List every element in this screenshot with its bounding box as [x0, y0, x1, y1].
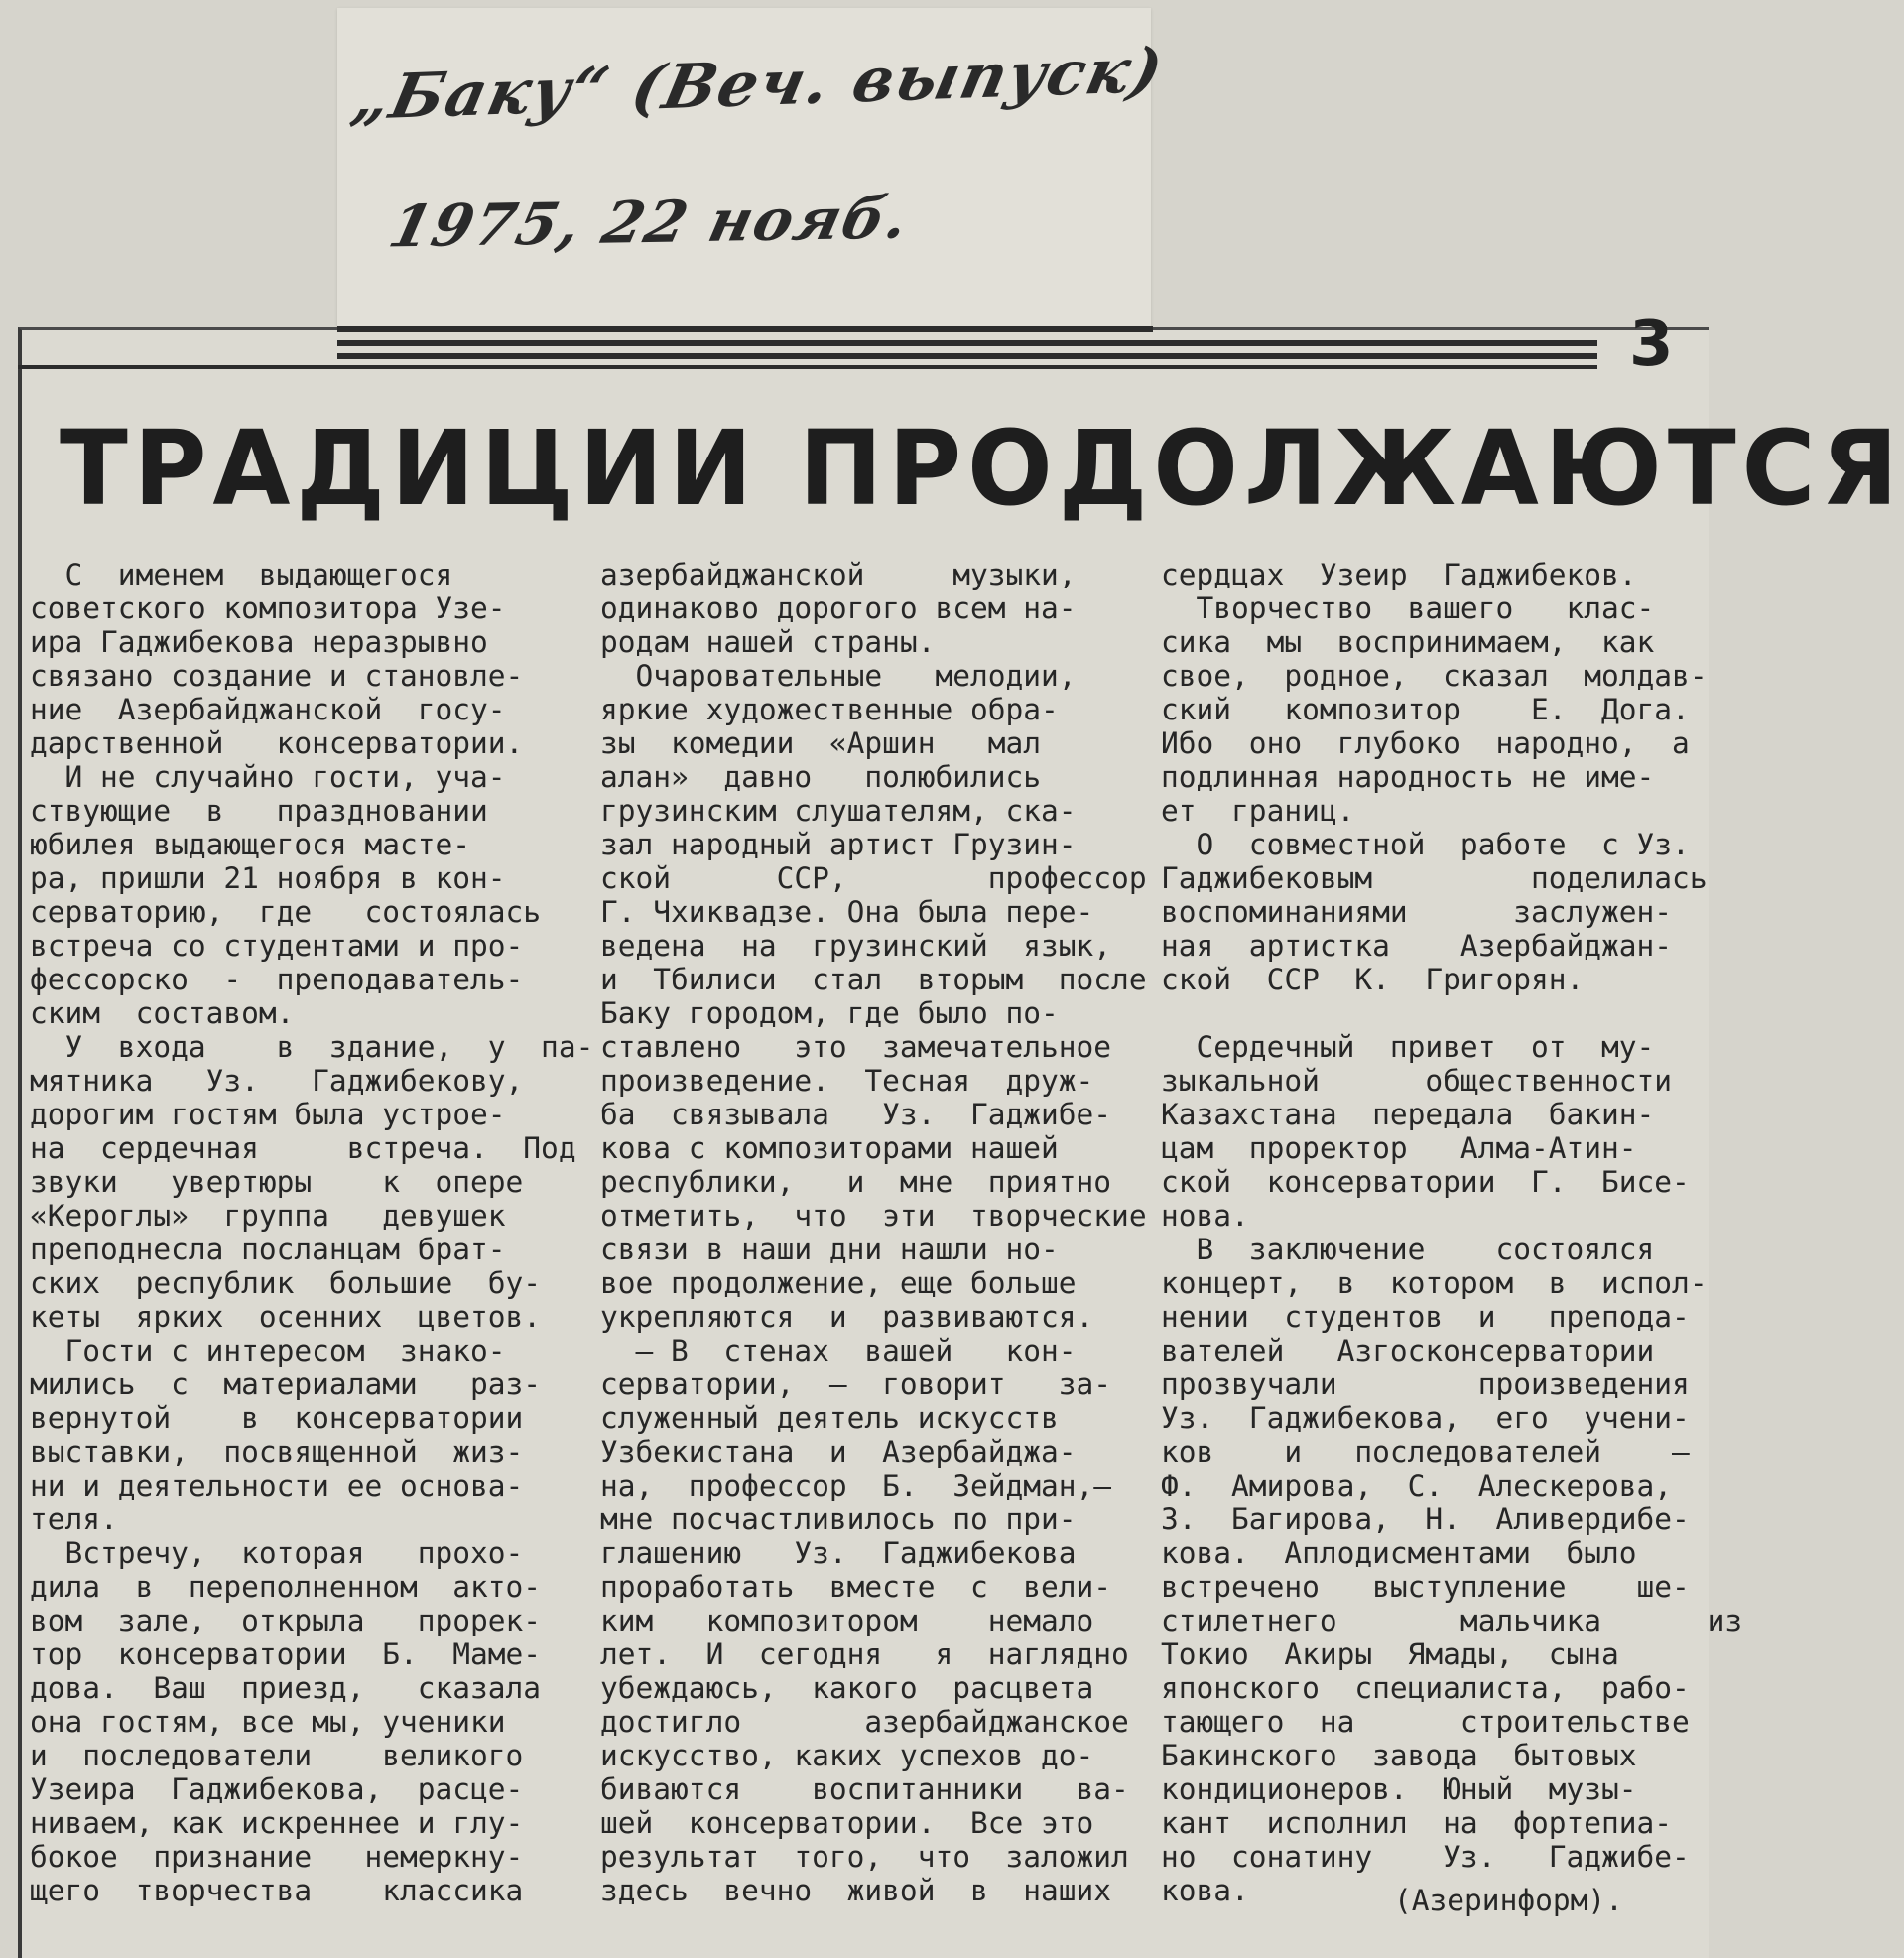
article-line: ниваем, как искреннее и глу- — [30, 1806, 524, 1840]
article-line: японского специалиста, рабо- — [1161, 1671, 1690, 1705]
header-rule — [337, 340, 1597, 346]
article-line: прозвучали произведения — [1161, 1368, 1690, 1401]
article-line: Встречу, которая прохо- — [30, 1536, 524, 1570]
article-line: ских республик большие бу- — [30, 1266, 542, 1300]
article-line: преподнесла посланцам брат- — [30, 1233, 506, 1266]
article-line: яркие художественные обра- — [600, 693, 1059, 726]
article-line: зал народный артист Грузин- — [600, 828, 1077, 861]
article-line: ской ССР, профессор — [600, 861, 1147, 895]
header-rule — [18, 365, 1597, 369]
article-column-1 — [30, 558, 594, 1907]
article-line: связи в наши дни нашли но- — [600, 1233, 1059, 1266]
article-line: Узеира Гаджибекова, расце- — [30, 1772, 524, 1806]
article-line: — В стенах вашей кон- — [600, 1334, 1077, 1368]
handwritten-source-line: „Баку“ (Веч. выпуск) — [345, 33, 1171, 135]
article-line: Г. Чхиквадзе. Она была пере- — [600, 895, 1094, 929]
header-rule — [337, 326, 1153, 332]
article-line: грузинским слушателям, ска- — [600, 794, 1077, 828]
article-line: результат того, что заложил — [600, 1840, 1129, 1874]
article-line: ской консерватории Г. Бисе- — [1161, 1165, 1690, 1199]
article-line: глашению Уз. Гаджибекова — [600, 1536, 1077, 1570]
article-line: кеты ярких осенних цветов. — [30, 1300, 542, 1334]
article-line: выставки, посвященной жиз- — [30, 1435, 524, 1469]
article-line: вернутой в консерватории — [30, 1401, 524, 1435]
article-line: на, профессор Б. Зейдман,— — [600, 1469, 1112, 1502]
article-line: Казахстана передала бакин- — [1161, 1098, 1655, 1131]
article-line: ет границ. — [1161, 794, 1355, 828]
article-line: кова с композиторами нашей — [600, 1131, 1059, 1165]
article-line: Баку городом, где было по- — [600, 996, 1059, 1030]
article-line: подлинная народность не име- — [1161, 760, 1655, 794]
article-line: нении студентов и препода- — [1161, 1300, 1690, 1334]
article-line: дова. Ваш приезд, сказала — [30, 1671, 542, 1705]
article-line: служенный деятель искусств — [600, 1401, 1059, 1435]
article-line: ни и деятельности ее основа- — [30, 1469, 524, 1502]
article-line: «Кероглы» группа девушек — [30, 1199, 506, 1233]
article-line: тор консерватории Б. Маме- — [30, 1637, 542, 1671]
article-line — [1161, 996, 1697, 1030]
article-line: но сонатину Уз. Гаджибе- — [1161, 1840, 1690, 1874]
article-line: шей консерватории. Все это — [600, 1806, 1094, 1840]
article-line: концерт, в котором в испол- — [1161, 1266, 1708, 1300]
header-rule — [337, 353, 1597, 359]
article-line: зыкальной общественности — [1161, 1064, 1673, 1098]
article-line: Узбекистана и Азербайджа- — [600, 1435, 1077, 1469]
page-number: 3 — [1629, 308, 1674, 381]
article-line: ведена на грузинский язык, — [600, 929, 1112, 963]
article-line: азербайджанской музыки, — [600, 558, 1077, 591]
handwritten-date-line: 1975, 22 нояб. — [383, 184, 917, 261]
article-line: ской ССР К. Григорян. — [1161, 963, 1585, 996]
article-line: советского композитора Узе- — [30, 591, 506, 625]
article-line: лет. И сегодня я наглядно — [600, 1637, 1129, 1671]
article-line: С именем выдающегося — [30, 558, 453, 591]
article-credit: (Азеринформ). — [1394, 1884, 1623, 1917]
article-line: укрепляются и развиваются. — [600, 1300, 1094, 1334]
article-line: дарственной консерватории. — [30, 726, 524, 760]
article-line: ским составом. — [30, 996, 295, 1030]
article-line: ствующие в праздновании — [30, 794, 488, 828]
article-line: ира Гаджибекова неразрывно — [30, 625, 488, 659]
article-line: серватории, — говорит за- — [600, 1368, 1112, 1401]
article-line: кова. — [1161, 1874, 1249, 1907]
article-line: Гаджибековым поделилась — [1161, 861, 1708, 895]
article-line: вое продолжение, еще больше — [600, 1266, 1077, 1300]
article-line: достигло азербайджанское — [600, 1705, 1129, 1739]
article-line: кант исполнил на фортепиа- — [1161, 1806, 1673, 1840]
article-line: В заключение состоялся — [1161, 1233, 1655, 1266]
article-line: дила в переполненном акто- — [30, 1570, 542, 1604]
headline: ТРАДИЦИИ ПРОДОЛЖАЮТСЯ — [60, 408, 1904, 529]
article-line: Творчество вашего клас- — [1161, 591, 1655, 625]
article-line: стилетнего мальчика из — [1161, 1604, 1743, 1637]
article-line: родам нашей страны. — [600, 625, 936, 659]
article-line: встреча со студентами и про- — [30, 929, 524, 963]
article-line: нова. — [1161, 1199, 1249, 1233]
article-line: ставлено это замечательное — [600, 1030, 1112, 1064]
article-line: ба связывала Уз. Гаджибе- — [600, 1098, 1112, 1131]
article-column-3 — [1161, 558, 1743, 1907]
article-line: здесь вечно живой в наших — [600, 1874, 1112, 1907]
article-line: сердцах Узеир Гаджибеков. — [1161, 558, 1637, 591]
article-line: вателей Азгосконсерватории — [1161, 1334, 1655, 1368]
article-line: республики, и мне приятно — [600, 1165, 1112, 1199]
article-line: О совместной работе с Уз. — [1161, 828, 1690, 861]
article-line: мне посчастливилось по при- — [600, 1502, 1077, 1536]
article-line: Токио Акиры Ямады, сына — [1161, 1637, 1619, 1671]
article-line: мятника Уз. Гаджибекову, — [30, 1064, 524, 1098]
article-line: У входа в здание, у па- — [30, 1030, 594, 1064]
article-line: Ибо оно глубоко народно, а — [1161, 726, 1690, 760]
article-line: Уз. Гаджибекова, его учени- — [1161, 1401, 1690, 1435]
article-line: ра, пришли 21 ноября в кон- — [30, 861, 506, 895]
article-line: проработать вместе с вели- — [600, 1570, 1112, 1604]
article-line: мились с материалами раз- — [30, 1368, 542, 1401]
article-line: ким композитором немало — [600, 1604, 1094, 1637]
article-line: цам проректор Алма-Атин- — [1161, 1131, 1637, 1165]
article-line: теля. — [30, 1502, 118, 1536]
article-line: вом зале, открыла прорек- — [30, 1604, 542, 1637]
article-line: звуки увертюры к опере — [30, 1165, 524, 1199]
article-line: ние Азербайджанской госу- — [30, 693, 506, 726]
article-line: она гостям, все мы, ученики — [30, 1705, 506, 1739]
article-line: серваторию, где состоялась — [30, 895, 542, 929]
article-line: ков и последователей — — [1161, 1435, 1690, 1469]
article-line: кондиционеров. Юный музы- — [1161, 1772, 1637, 1806]
article-line: отметить, что эти творческие — [600, 1199, 1147, 1233]
article-line: З. Багирова, Н. Аливердибе- — [1161, 1502, 1690, 1536]
article-line: биваются воспитанники ва- — [600, 1772, 1129, 1806]
article-line: юбилея выдающегося масте- — [30, 828, 471, 861]
article-line: и последователи великого — [30, 1739, 524, 1772]
article-line: дорогим гостям была устрое- — [30, 1098, 506, 1131]
article-line: зы комедии «Аршин мал — [600, 726, 1042, 760]
article-column-2 — [600, 558, 1147, 1907]
article-line: искусство, каких успехов до- — [600, 1739, 1094, 1772]
article-line: алан» давно полюбились — [600, 760, 1042, 794]
article-line: тающего на строительстве — [1161, 1705, 1690, 1739]
article-line: Очаровательные мелодии, — [600, 659, 1077, 693]
article-line: фессорско - преподаватель- — [30, 963, 524, 996]
article-line: Сердечный привет от му- — [1161, 1030, 1655, 1064]
article-line: свое, родное, сказал молдав- — [1161, 659, 1708, 693]
article-line: одинаково дорогого всем на- — [600, 591, 1077, 625]
article-line: Бакинского завода бытовых — [1161, 1739, 1637, 1772]
article-line: и Тбилиси стал вторым после — [600, 963, 1147, 996]
article-line: произведение. Тесная друж- — [600, 1064, 1094, 1098]
article-line: Гости с интересом знако- — [30, 1334, 506, 1368]
article-line: бокое признание немеркну- — [30, 1840, 524, 1874]
article-line: убеждаюсь, какого расцвета — [600, 1671, 1094, 1705]
article-line: И не случайно гости, уча- — [30, 760, 506, 794]
article-line: Ф. Амирова, С. Алескерова, — [1161, 1469, 1673, 1502]
article-line: щего творчества классика — [30, 1874, 524, 1907]
article-line: сика мы воспринимаем, как — [1161, 625, 1655, 659]
article-line: на сердечная встреча. Под — [30, 1131, 576, 1165]
article-line: кова. Аплодисментами было — [1161, 1536, 1637, 1570]
article-line: связано создание и становле- — [30, 659, 524, 693]
article-line: ский композитор Е. Дога. — [1161, 693, 1690, 726]
article-line: встречено выступление ше- — [1161, 1570, 1690, 1604]
article-line: ная артистка Азербайджан- — [1161, 929, 1673, 963]
article-line: воспоминаниями заслужен- — [1161, 895, 1673, 929]
